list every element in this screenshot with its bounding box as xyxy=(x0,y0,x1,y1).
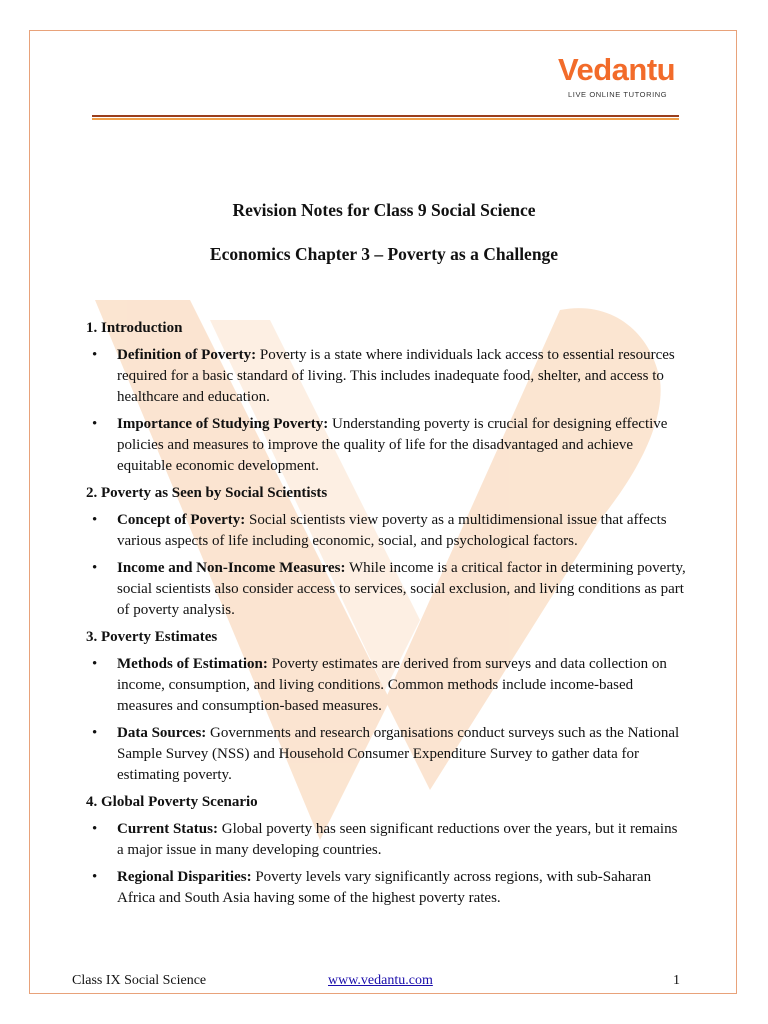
list-item xyxy=(86,558,686,621)
bullet-icon: • xyxy=(92,560,98,576)
page-subtitle: Economics Chapter 3 – Poverty as a Challenge xyxy=(209,244,559,264)
item-text: Poverty estimates are derived from surveys and data collection on income, consumption, and living conditions. Common methods include income-based measures and consumption-based measures. xyxy=(117,656,667,714)
item-text: Social scientists view poverty as a multidimensional issue that affects various aspects of life including economic, social, and psychological factors. xyxy=(117,512,667,549)
item-text: Understanding poverty is crucial for designing effective policies and measures to improve the quality of life for the disadvantaged and achieve equitable economic development. xyxy=(117,416,668,474)
notes-content xyxy=(86,318,686,915)
section-introduction xyxy=(86,318,686,477)
bullet-list xyxy=(86,819,686,909)
logo-wordmark: Vedantu xyxy=(558,52,676,87)
list-item xyxy=(86,819,686,861)
footer-website-link[interactable]: www.vedantu.com xyxy=(328,973,433,988)
item-term: Methods of Estimation: xyxy=(117,656,268,672)
page-number: 1 xyxy=(673,973,680,988)
list-item xyxy=(86,723,686,786)
footer-subject: Class IX Social Science xyxy=(72,973,207,988)
bullet-icon: • xyxy=(92,869,98,885)
list-item xyxy=(86,510,686,552)
bullet-list xyxy=(86,345,686,477)
section-heading: 2. Poverty as Seen by Social Scientists xyxy=(86,485,328,501)
section-global-poverty xyxy=(86,792,686,909)
list-item xyxy=(86,345,686,408)
section-heading: 3. Poverty Estimates xyxy=(86,629,218,645)
item-text: Poverty is a state where individuals lack access to essential resources required for a basic standard of living. This includes inadequate food, shelter, and access to healthcare and education. xyxy=(117,347,675,405)
bullet-icon: • xyxy=(92,656,98,672)
section-heading: 4. Global Poverty Scenario xyxy=(86,794,258,810)
item-text: Poverty levels vary significantly across regions, with sub-Saharan Africa and South Asia having some of the highest poverty rates. xyxy=(117,869,652,906)
bullet-list xyxy=(86,510,686,621)
item-term: Definition of Poverty: xyxy=(117,347,257,363)
list-item xyxy=(86,654,686,717)
header-rule xyxy=(92,115,679,120)
bullet-icon: • xyxy=(92,512,98,528)
item-term: Regional Disparities: xyxy=(117,869,252,885)
bullet-icon: • xyxy=(92,725,98,741)
bullet-icon: • xyxy=(92,416,98,432)
section-social-scientists xyxy=(86,483,686,621)
list-item xyxy=(86,414,686,477)
section-poverty-estimates xyxy=(86,627,686,786)
item-term: Importance of Studying Poverty: xyxy=(117,416,329,432)
item-text: Global poverty has seen significant reductions over the years, but it remains a major issue in many developing countries. xyxy=(117,821,678,858)
bullet-icon: • xyxy=(92,821,98,837)
list-item xyxy=(86,867,686,909)
section-heading: 1. Introduction xyxy=(86,320,183,336)
item-term: Income and Non-Income Measures: xyxy=(117,560,346,576)
item-term: Current Status: xyxy=(117,821,218,837)
item-term: Concept of Poverty: xyxy=(117,512,246,528)
item-term: Data Sources: xyxy=(117,725,207,741)
bullet-icon: • xyxy=(92,347,98,363)
item-text: Governments and research organisations conduct surveys such as the National Sample Survey (NSS) and Household Consumer Expenditure Survey to gather data for estimating poverty. xyxy=(117,725,680,783)
page-title: Revision Notes for Class 9 Social Science xyxy=(232,200,536,220)
bullet-list xyxy=(86,654,686,786)
logo-tagline: LIVE ONLINE TUTORING xyxy=(568,90,668,99)
vedantu-logo xyxy=(558,52,676,102)
item-text: While income is a critical factor in determining poverty, social scientists also consider access to services, social exclusion, and living conditions as part of poverty analysis. xyxy=(117,560,686,618)
